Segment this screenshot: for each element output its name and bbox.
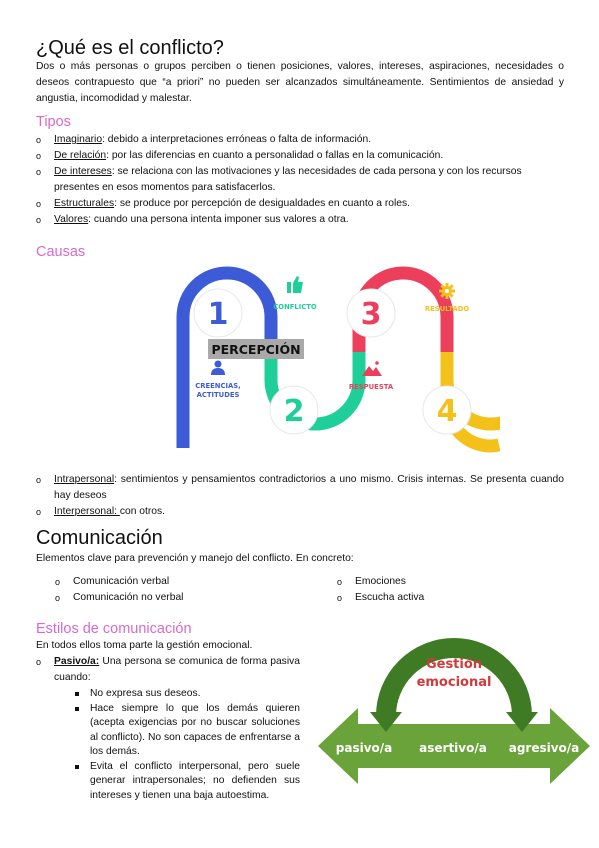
estilos-heading: Estilos de comunicación <box>36 621 192 637</box>
list-item <box>36 196 564 212</box>
thumbs-up-icon <box>287 276 303 293</box>
number-3: 3 <box>360 297 382 332</box>
list-item <box>36 132 564 148</box>
bullet-item: Hace siempre lo que los demás quieren (acepta exigencias por no buscar soluciones al conflicto). No son capaces de enfrentarse a los demás. <box>70 702 300 760</box>
pasivo-bullets <box>70 687 300 803</box>
number-2: 2 <box>283 394 305 429</box>
number-4: 4 <box>436 394 458 429</box>
list-item <box>36 504 564 520</box>
estilos-graphic <box>318 638 590 788</box>
comunicacion-col1 <box>55 574 183 606</box>
gestion-label-1: Gestión <box>425 657 483 672</box>
list-item <box>36 212 564 228</box>
creencias-label-1: CREENCIAS, <box>195 382 241 390</box>
tipos-list <box>36 132 564 228</box>
term: Imaginario <box>54 134 103 145</box>
term: De relación <box>54 150 107 161</box>
number-1: 1 <box>207 297 229 332</box>
agresivo-label: agresivo/a <box>508 741 580 755</box>
comunicacion-heading: Comunicación <box>36 527 163 549</box>
term: Interpersonal: <box>54 506 120 517</box>
term: Pasivo/a: <box>54 656 100 667</box>
term: De intereses <box>54 166 112 177</box>
pasivo-label: pasivo/a <box>335 741 393 755</box>
desc: : se produce por percepción de desigualdades en cuanto a roles. <box>114 198 411 209</box>
estilos-intro: En todos ellos toma parte la gestión emocional. <box>36 640 253 651</box>
person-icon <box>211 361 225 376</box>
comunicacion-intro: Elementos clave para prevención y manejo del conflicto. En concreto: <box>36 553 354 564</box>
list-item <box>36 654 300 686</box>
desc: : debido a interpretaciones erróneas o falta de información. <box>102 134 372 145</box>
list-item <box>36 164 564 196</box>
bullet-item: No expresa sus deseos. <box>70 687 300 702</box>
list-item: o Escucha activa <box>337 590 424 606</box>
gear-icon <box>439 283 455 299</box>
percepcion-label: PERCEPCIÓN <box>211 342 301 357</box>
list-item: o Comunicación no verbal <box>55 590 183 606</box>
gestion-label-2: emocional <box>416 675 492 690</box>
list-item <box>36 472 564 504</box>
conflicto-label: CONFLICTO <box>273 303 317 311</box>
comunicacion-col2 <box>337 574 424 606</box>
asertivo-label: asertivo/a <box>419 741 487 755</box>
causas-diagram <box>160 262 500 458</box>
tipos-heading: Tipos <box>36 114 71 130</box>
desc: Una persona se comunica de forma pasiva cuando: <box>54 656 300 683</box>
desc: : sentimientos y pensamientos contradictorios a uno mismo. Crisis internas. Se presenta cuando hay deseos <box>54 474 564 501</box>
causas-heading: Causas <box>36 244 86 260</box>
desc: : cuando una persona intenta imponer sus valores a otra. <box>88 214 349 225</box>
respuesta-label: RESPUESTA <box>348 383 394 391</box>
bullet-item: Evita el conflicto interpersonal, pero suele generar intrapersonales; no defienden sus intereses y tienen una baja autoestima. <box>70 760 300 804</box>
term: Valores <box>54 214 89 225</box>
desc: : se relaciona con las motivaciones y las necesidades de cada persona y con los recursos presentes en esos momentos para satisfacerlos. <box>54 166 522 193</box>
intro-paragraph: Dos o más personas o grupos perciben o tienen posiciones, valores, intereses, aspiraciones, necesidades o deseos contrapuesto que “a priori” no pueden ser alcanzados simultáneamente. Sentimientos de ansiedad y angustia, incomodidad y malestar. <box>36 61 564 104</box>
term: Intrapersonal <box>54 474 115 485</box>
creencias-label-2: ACTITUDES <box>196 391 240 399</box>
list-item <box>36 148 564 164</box>
list-item: o Emociones <box>337 574 424 590</box>
resultado-label: RESULTADO <box>424 305 470 313</box>
desc: : por las diferencias en cuanto a personalidad o fallas en la comunicación. <box>106 150 444 161</box>
term: Estructurales <box>54 198 115 209</box>
estilos-list <box>36 654 300 686</box>
causas-list <box>36 472 564 520</box>
list-item: o Comunicación verbal <box>55 574 183 590</box>
desc: con otros. <box>119 506 166 517</box>
page-title: ¿Qué es el conflicto? <box>36 37 224 59</box>
